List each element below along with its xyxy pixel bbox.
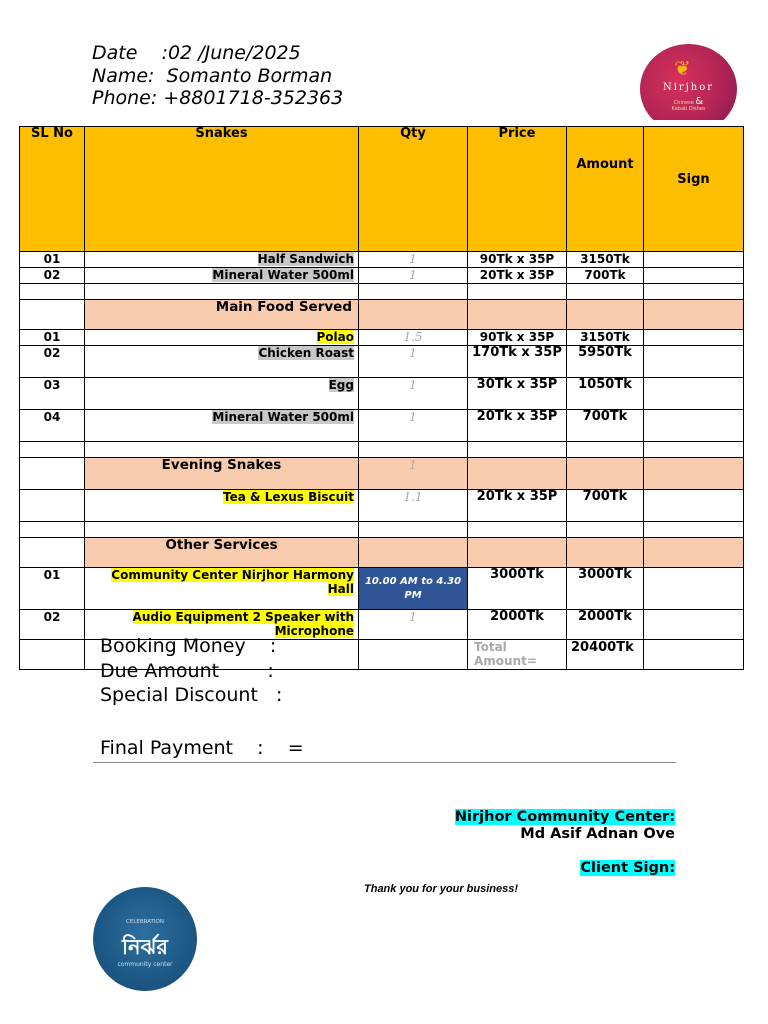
cell-qty: 1	[359, 268, 468, 284]
time-slot-badge: 10.00 AM to 4.30 PM	[359, 568, 468, 610]
client-sign-label	[580, 860, 675, 876]
cell-item	[85, 346, 359, 378]
cell-item	[85, 252, 359, 268]
table-header-row	[20, 127, 744, 252]
cell-sign	[644, 346, 744, 378]
cell-price: 170Tk x 35P	[468, 346, 567, 378]
cell-sign	[644, 252, 744, 268]
cell-item	[85, 378, 359, 410]
table-row	[20, 346, 744, 378]
table-row	[20, 330, 744, 346]
logo2-main-text: নির্ঝর	[122, 935, 168, 959]
col-sign-label: Sign	[677, 172, 710, 187]
cell-price: 90Tk x 35P	[468, 330, 567, 346]
cell-sign	[644, 268, 744, 284]
cell-price: 90Tk x 35P	[468, 252, 567, 268]
nirjhor-community-center-logo	[93, 887, 197, 991]
cell-sl: 03	[20, 378, 85, 410]
divider	[93, 762, 676, 763]
cell-amount: 3000Tk	[567, 568, 644, 610]
col-sl-no: SL No	[20, 127, 85, 252]
cell-qty: 1	[359, 410, 468, 442]
blank-row	[20, 522, 744, 538]
table-row	[20, 378, 744, 410]
logo-sub-a: Chinese	[673, 100, 694, 106]
section-title: Other Services	[85, 538, 359, 568]
client-sign: Client Sign:	[580, 860, 675, 876]
col-sign	[644, 127, 744, 252]
cell-amount: 3150Tk	[567, 252, 644, 268]
cell-amount: 1050Tk	[567, 378, 644, 410]
cell-sl: 02	[20, 610, 85, 640]
due-amount: Due Amount :	[100, 659, 274, 682]
cell-amount: 3150Tk	[567, 330, 644, 346]
cell-sign	[644, 610, 744, 640]
cell-sl: 02	[20, 346, 85, 378]
table-row	[20, 490, 744, 522]
cell-item	[85, 490, 359, 522]
cell-item	[85, 568, 359, 610]
section-row-main-food	[20, 300, 744, 330]
cell-item	[85, 330, 359, 346]
total-value: 20400Tk	[567, 640, 644, 670]
booking-money: Booking Money :	[100, 635, 277, 657]
cell-qty: 1.5	[359, 330, 468, 346]
logo2-top-text: CELEBRATION	[126, 919, 164, 925]
cell-amount: 2000Tk	[567, 610, 644, 640]
item-label: Egg	[328, 378, 354, 392]
logo-title: Nirjhor	[662, 82, 715, 93]
col-qty: Qty	[359, 127, 468, 252]
payment-summary	[100, 634, 304, 760]
thanks-note: Thank you for your business!	[364, 883, 519, 895]
table-row	[20, 568, 744, 610]
final-payment: Final Payment : =	[100, 736, 304, 759]
cell-price: 20Tk x 35P	[468, 410, 567, 442]
bird-icon: ❦	[674, 56, 691, 80]
table-row	[20, 252, 744, 268]
cell-qty: 1.1	[359, 490, 468, 522]
col-price: Price	[468, 127, 567, 252]
cell-price: 2000Tk	[468, 610, 567, 640]
logo-subtitle	[640, 96, 737, 112]
cell-sl: 01	[20, 330, 85, 346]
item-label: Audio Equipment 2 Speaker with Microphone	[132, 610, 354, 638]
cell-amount: 700Tk	[567, 268, 644, 284]
center-signature-label	[455, 809, 675, 825]
section-row-evening-snakes	[20, 458, 744, 490]
cell-sl: 02	[20, 268, 85, 284]
blank-row	[20, 284, 744, 300]
cell-sl: 01	[20, 252, 85, 268]
blank-row	[20, 442, 744, 458]
customer-info	[92, 42, 343, 110]
cell-sign	[644, 330, 744, 346]
special-discount: Special Discount :	[100, 684, 283, 706]
cell-sign	[644, 410, 744, 442]
cell-sign	[644, 568, 744, 610]
total-label: Total Amount=	[468, 640, 567, 670]
section-title: Evening Snakes	[85, 458, 359, 490]
item-label: Mineral Water 500ml	[212, 268, 354, 282]
cell-qty: 1	[359, 252, 468, 268]
cell-sl: 04	[20, 410, 85, 442]
cell-qty: 1	[359, 458, 468, 490]
logo-sub-b: Kabab Dishes	[671, 106, 706, 112]
col-amount	[567, 127, 644, 252]
cell-qty: 1	[359, 378, 468, 410]
col-amount-label: Amount	[576, 157, 634, 172]
cell-amount: 5950Tk	[567, 346, 644, 378]
phone-line: Phone: +8801718-352363	[92, 87, 344, 109]
table-row	[20, 268, 744, 284]
name-line: Name: Somanto Borman	[92, 64, 333, 87]
center-person: Md Asif Adnan Ove	[520, 826, 675, 842]
logo2-bottom-text: community center	[117, 961, 173, 968]
center-label: Nirjhor Community Center:	[454, 809, 675, 825]
col-snakes: Snakes	[85, 127, 359, 252]
item-label: Mineral Water 500ml	[212, 410, 354, 424]
item-label: Half Sandwich	[257, 252, 354, 266]
cell-qty: 1	[359, 610, 468, 640]
cell-amount: 700Tk	[567, 490, 644, 522]
cell-item	[85, 268, 359, 284]
date-line: Date :02 /June/2025	[92, 42, 301, 64]
item-label: Chicken Roast	[258, 346, 354, 360]
cell-amount: 700Tk	[567, 410, 644, 442]
cell-qty: 1	[359, 346, 468, 378]
logo-sub-amp: &	[695, 96, 704, 107]
section-title: Main Food Served	[85, 300, 359, 330]
cell-sl	[20, 490, 85, 522]
item-label: Polao	[316, 330, 354, 344]
cell-price: 20Tk x 35P	[468, 490, 567, 522]
cell-sl: 01	[20, 568, 85, 610]
cell-item	[85, 410, 359, 442]
cell-sign	[644, 490, 744, 522]
item-label: Community Center Nirjhor Harmony Hall	[111, 568, 354, 596]
cell-price: 3000Tk	[468, 568, 567, 610]
cell-price: 20Tk x 35P	[468, 268, 567, 284]
cell-price: 30Tk x 35P	[468, 378, 567, 410]
cell-sign	[644, 378, 744, 410]
section-row-other-services	[20, 538, 744, 568]
table-row	[20, 410, 744, 442]
invoice-table	[19, 126, 744, 670]
item-label: Tea & Lexus Biscuit	[223, 490, 354, 504]
